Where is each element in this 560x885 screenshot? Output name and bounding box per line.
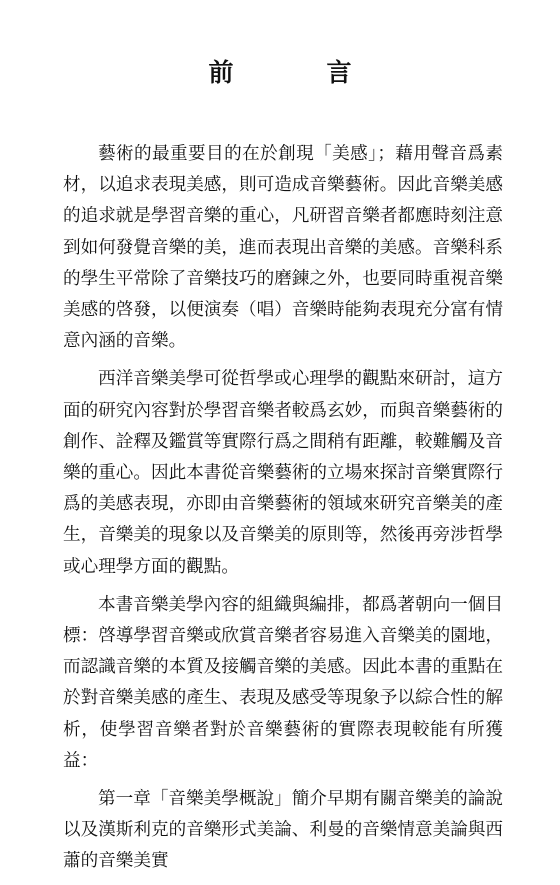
paragraph-3: 本書音樂美學內容的組織與編排，都爲著朝向一個目標：啓導學習音樂或欣賞音樂者容易進入音樂美的園地，而認識音樂的本質及接觸音樂的美感。因此本書的重點在於對音樂美感的產生、表現及感受等現象予以綜合性的解析，使學習音樂者對於音樂藝術的實際表現較能有所獲益： (63, 594, 503, 771)
paragraph-4: 第一章「音樂美學概說」簡介早期有關音樂美的論說以及漢斯利克的音樂形式美論、利曼的音樂情意美論與西蕭的音樂美實 (63, 789, 503, 872)
body-text (63, 139, 503, 885)
paragraph-1: 藝術的最重要目的在於創現「美感」；藉用聲音爲素材，以追求表現美感，則可造成音樂藝術。因此音樂美感的追求就是學習音樂的重心，凡研習音樂者都應時刻注意到如何發覺音樂的美，進而表現出音樂的美感。音樂科系的學生平常除了音樂技巧的磨鍊之外，也要同時重視音樂美感的啓發，以便演奏（唱）音樂時能夠表現充分富有情意內涵的音樂。 (63, 144, 503, 352)
page-title: 前 言 (208, 58, 386, 87)
paragraph-2: 西洋音樂美學可從哲學或心理學的觀點來研討，這方面的研究內容對於學習音樂者較爲玄妙，而與音樂藝術的創作、詮釋及鑑賞等實際行爲之間稍有距離，較難觸及音樂的重心。因此本書從音樂藝術的立場來探討音樂實際行爲的美感表現，亦即由音樂藝術的領域來研究音樂美的產生，音樂美的現象以及音樂美的原則等，然後再旁涉哲學或心理學方面的觀點。 (63, 369, 503, 577)
